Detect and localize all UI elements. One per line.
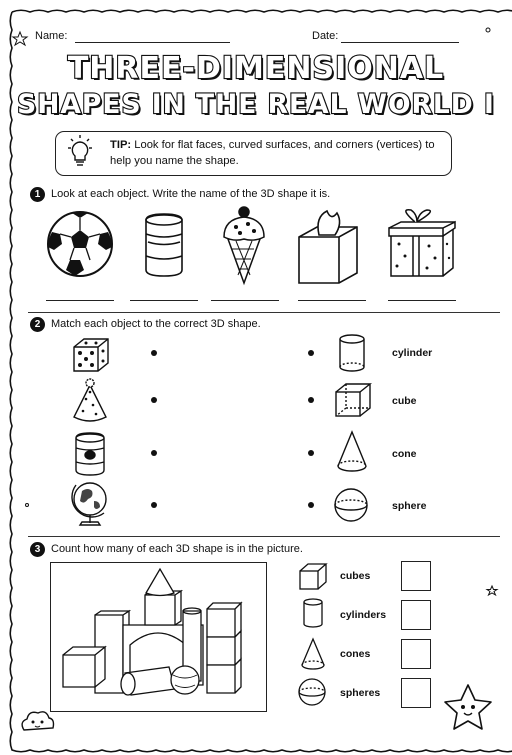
match-dot-left-3[interactable] bbox=[151, 450, 157, 456]
match-dot-right-2[interactable] bbox=[308, 397, 314, 403]
answer-blank-4[interactable] bbox=[298, 300, 366, 301]
count-box-cones[interactable] bbox=[401, 639, 431, 669]
date-label: Date: bbox=[312, 30, 339, 42]
match-dot-left-2[interactable] bbox=[151, 397, 157, 403]
count-label-cylinders: cylinders bbox=[340, 609, 387, 621]
shape-label-cone: cone bbox=[392, 448, 417, 460]
globe-icon bbox=[68, 479, 112, 531]
dice-icon bbox=[70, 335, 110, 375]
section-divider bbox=[28, 536, 500, 537]
ice-cream-cone-icon bbox=[218, 203, 270, 285]
date-field[interactable] bbox=[341, 42, 459, 43]
count-label-cones: cones bbox=[340, 648, 371, 660]
answer-blank-1[interactable] bbox=[46, 300, 114, 301]
count-label-spheres: spheres bbox=[340, 687, 381, 699]
cylinder-icon bbox=[336, 333, 370, 375]
answer-blank-2[interactable] bbox=[130, 300, 198, 301]
cone-icon bbox=[300, 637, 326, 673]
match-dot-right-3[interactable] bbox=[308, 450, 314, 456]
party-hat-icon bbox=[70, 377, 110, 425]
gift-box-icon bbox=[385, 210, 459, 280]
section-divider bbox=[28, 312, 500, 313]
tip-label: TIP: bbox=[110, 139, 132, 151]
match-dot-left-4[interactable] bbox=[151, 502, 157, 508]
section-number-1: 1 bbox=[30, 187, 45, 202]
cube-icon bbox=[298, 562, 328, 592]
soccer-ball-icon bbox=[42, 210, 122, 280]
match-dot-left-1[interactable] bbox=[151, 350, 157, 356]
count-box-cylinders[interactable] bbox=[401, 600, 431, 630]
page-title-line1: THREE-DIMENSIONAL bbox=[67, 51, 445, 86]
count-box-cubes[interactable] bbox=[401, 561, 431, 591]
sphere-icon bbox=[333, 487, 371, 525]
name-label: Name: bbox=[35, 30, 68, 42]
soup-can-icon bbox=[72, 430, 108, 478]
shape-label-sphere: sphere bbox=[392, 500, 427, 512]
match-dot-right-1[interactable] bbox=[308, 350, 314, 356]
name-field[interactable] bbox=[75, 42, 230, 43]
star-mascot-icon bbox=[440, 682, 496, 734]
section2-instruction: Match each object to the correct 3D shape. bbox=[51, 318, 261, 330]
tip-text bbox=[110, 137, 440, 169]
answer-blank-3[interactable] bbox=[211, 300, 279, 301]
count-label-cubes: cubes bbox=[340, 570, 371, 582]
section1-instruction: Look at each object. Write the name of the 3D shape it is. bbox=[51, 188, 331, 200]
answer-blank-5[interactable] bbox=[388, 300, 456, 301]
cylinder-icon bbox=[302, 597, 326, 631]
soda-can-icon bbox=[140, 212, 188, 280]
section3-instruction: Count how many of each 3D shape is in the picture. bbox=[51, 543, 303, 555]
shape-label-cylinder: cylinder bbox=[392, 347, 433, 359]
count-box-spheres[interactable] bbox=[401, 678, 431, 708]
tip-body: Look for flat faces, curved surfaces, and corners (vertices) to help you name the shape. bbox=[110, 139, 435, 167]
page-title-line2: SHAPES IN THE REAL WORLD I bbox=[17, 89, 495, 120]
cube-icon bbox=[333, 381, 373, 421]
shape-label-cube: cube bbox=[392, 395, 417, 407]
cloud-mascot-icon bbox=[18, 708, 56, 734]
match-dot-right-4[interactable] bbox=[308, 502, 314, 508]
sphere-icon bbox=[298, 678, 328, 708]
tissue-box-icon bbox=[295, 207, 361, 285]
lightbulb-icon bbox=[62, 134, 98, 170]
cone-icon bbox=[334, 428, 370, 476]
section-number-2: 2 bbox=[30, 317, 45, 332]
castle-shapes-picture bbox=[55, 565, 260, 705]
section-number-3: 3 bbox=[30, 542, 45, 557]
